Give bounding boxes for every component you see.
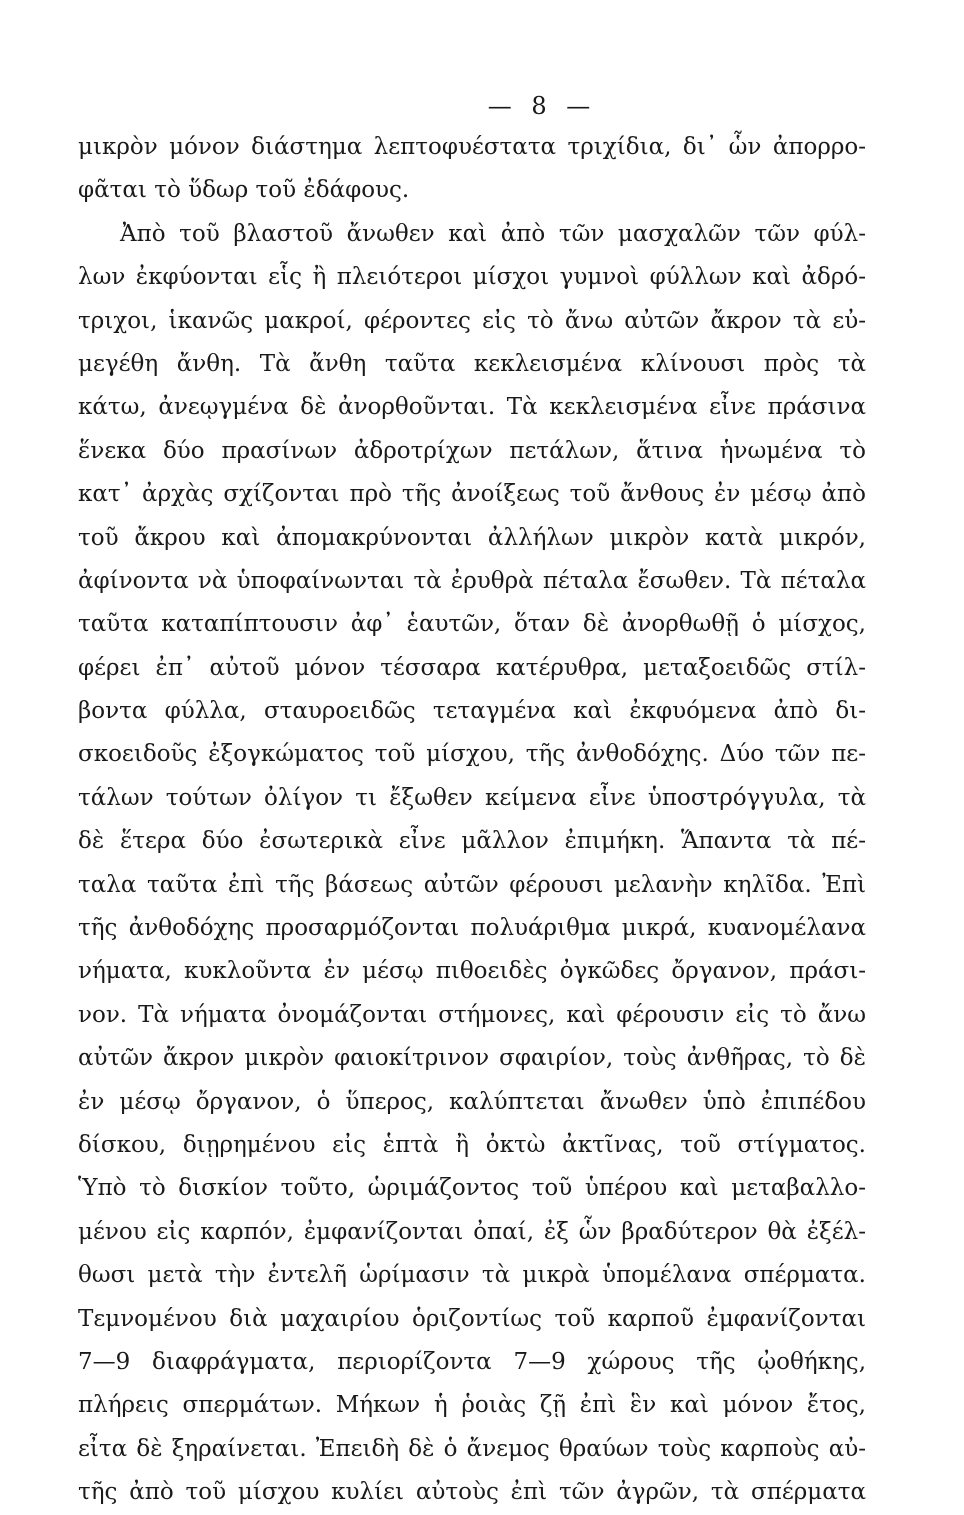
- text-line: φέρει ἐπ᾽ αὐτοῦ μόνον τέσσαρα κατέρυθρα, μεταξοειδῶς στίλ-: [78, 654, 866, 681]
- text-line: εἶτα δὲ ξηραίνεται. Ἐπειδὴ δὲ ὁ ἄνεμος θραύων τοὺς καρποὺς αὐ-: [78, 1435, 866, 1462]
- text-line: ταῦτα καταπίπτουσιν ἀφ᾽ ἑαυτῶν, ὅταν δὲ ἀνορθωθῇ ὁ μίσχος,: [78, 611, 866, 638]
- text-line: μένου εἰς καρπόν, ἐμφανίζονται ὀπαί, ἐξ ὧν βραδύτερον θὰ ἐξέλ-: [78, 1218, 866, 1245]
- text-line: κατ᾽ ἀρχὰς σχίζονται πρὸ τῆς ἀνοίξεως τοῦ ἄνθους ἐν μέσῳ ἀπὸ: [78, 481, 866, 508]
- text-line: ἕνεκα δύο πρασίνων ἀδροτρίχων πετάλων, ἅτινα ἡνωμένα τὸ: [78, 437, 866, 464]
- text-line: κάτω, ἀνεῳγμένα δὲ ἀνορθοῦνται. Τὰ κεκλεισμένα εἶνε πράσινα: [78, 394, 866, 421]
- page-number: [0, 92, 964, 120]
- text-line: πλήρεις σπερμάτων. Μήκων ἡ ῥοιὰς ζῇ ἐπὶ ἓν καὶ μόνον ἔτος,: [78, 1392, 866, 1419]
- text-line: τῆς ἀπὸ τοῦ μίσχου κυλίει αὐτοὺς ἐπὶ τῶν ἀγρῶν, τὰ σπέρματα: [78, 1479, 866, 1506]
- body-text: [78, 126, 866, 1515]
- text-line: αὐτῶν ἄκρον μικρὸν φαιοκίτρινον σφαιρίον, τοὺς ἀνθῆρας, τὸ δὲ: [78, 1045, 866, 1072]
- text-line: δίσκου, διῃρημένου εἰς ἑπτὰ ἢ ὀκτὼ ἀκτῖνας, τοῦ στίγματος.: [78, 1131, 866, 1158]
- text-line: τοῦ ἄκρου καὶ ἀπομακρύνονται ἀλλήλων μικρὸν κατὰ μικρόν,: [78, 524, 866, 551]
- text-line: μεγέθη ἄνθη. Τὰ ἄνθη ταῦτα κεκλεισμένα κλίνουσι πρὸς τὰ: [78, 350, 866, 377]
- text-line: φᾶται τὸ ὕδωρ τοῦ ἐδάφους.: [78, 177, 410, 204]
- text-line: 7—9 διαφράγματα, περιορίζοντα 7—9 χώρους τῆς ᾠοθήκης,: [78, 1348, 866, 1375]
- text-line: νον. Τὰ νήματα ὀνομάζονται στήμονες, καὶ φέρουσιν εἰς τὸ ἄνω: [78, 1001, 866, 1028]
- text-line: ταλα ταῦτα ἐπὶ τῆς βάσεως αὐτῶν φέρουσι μελανὴν κηλῖδα. Ἐπὶ: [78, 871, 866, 898]
- text-line: Ὑπὸ τὸ δισκίον τοῦτο, ὡριμάζοντος τοῦ ὑπέρου καὶ μεταβαλλο-: [78, 1175, 866, 1202]
- text-line: θωσι μετὰ τὴν ἐντελῆ ὡρίμασιν τὰ μικρὰ ὑπομέλανα σπέρματα.: [78, 1262, 866, 1289]
- text-line: μικρὸν μόνον διάστημα λεπτοφυέστατα τριχίδια, δι᾽ ὧν ἀπορρο-: [78, 134, 866, 160]
- text-line: τάλων τούτων ὀλίγον τι ἔξωθεν κείμενα εἶνε ὑποστρόγγυλα, τὰ: [78, 784, 866, 811]
- text-line: δὲ ἕτερα δύο ἐσωτερικὰ εἶνε μᾶλλον ἐπιμήκη. Ἅπαντα τὰ πέ-: [78, 828, 866, 855]
- text-line: τριχοι, ἱκανῶς μακροί, φέροντες εἰς τὸ ἄνω αὐτῶν ἄκρον τὰ εὐ-: [78, 307, 866, 334]
- text-line: ἀφίνοντα νὰ ὑποφαίνωνται τὰ ἐρυθρὰ πέταλα ἔσωθεν. Τὰ πέταλα: [78, 567, 866, 594]
- text-line: βοντα φύλλα, σταυροειδῶς τεταγμένα καὶ ἐκφυόμενα ἀπὸ δι-: [78, 698, 866, 725]
- text-line: τῆς ἀνθοδόχης προσαρμόζονται πολυάριθμα μικρά, κυανομέλανα: [78, 915, 866, 942]
- text-line: ἐν μέσῳ ὄργανον, ὁ ὕπερος, καλύπτεται ἄνωθεν ὑπὸ ἐπιπέδου: [78, 1088, 866, 1115]
- page-number-text: — 8 —: [487, 92, 597, 120]
- text-line: Τεμνομένου διὰ μαχαιρίου ὁριζοντίως τοῦ καρποῦ ἐμφανίζονται: [78, 1305, 866, 1332]
- text-line: λων ἐκφύονται εἷς ἢ πλειότεροι μίσχοι γυμνοὶ φύλλων καὶ ἀδρό-: [78, 264, 866, 291]
- text-line: νήματα, κυκλοῦντα ἐν μέσῳ πιθοειδὲς ὀγκῶδες ὄργανον, πράσι-: [78, 958, 866, 985]
- text-line: σκοειδοῦς ἐξογκώματος τοῦ μίσχου, τῆς ἀνθοδόχης. Δύο τῶν πε-: [78, 741, 866, 768]
- text-line: Ἀπὸ τοῦ βλαστοῦ ἄνωθεν καὶ ἀπὸ τῶν μασχαλῶν τῶν φύλ-: [120, 220, 866, 247]
